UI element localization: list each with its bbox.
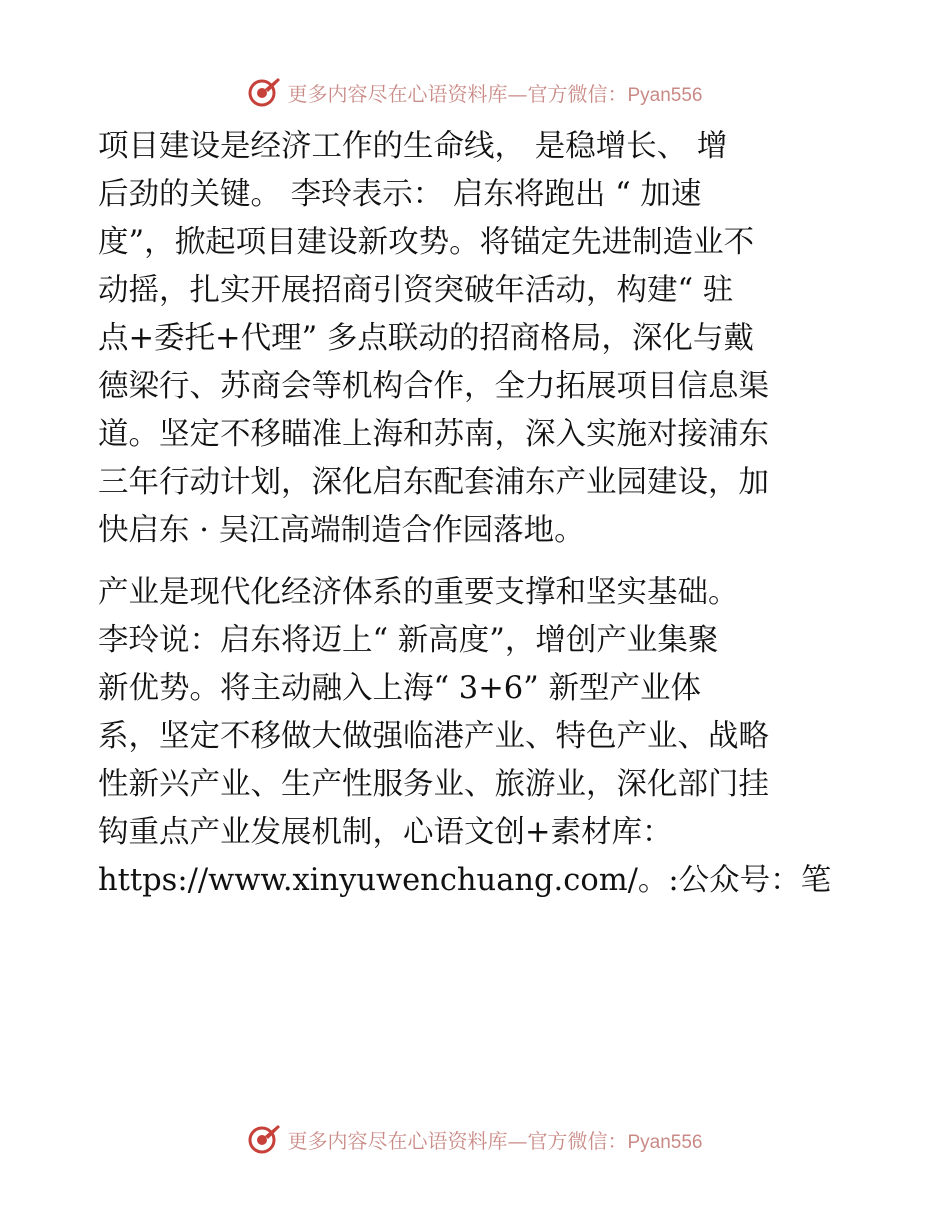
- paragraph-gap: [98, 555, 853, 569]
- text-line: 钩重点产业发展机制，心语文创+素材库：: [98, 815, 673, 850]
- text-line: 道。坚定不移瞄准上海和苏南，深入实施对接浦东: [98, 417, 769, 452]
- text-line: 点+委托+代理” 多点联动的招商格局，深化与戴: [98, 321, 754, 356]
- text-line: 三年行动计划，深化启东配套浦东产业园建设，加: [98, 465, 769, 500]
- watermark-text: 更多内容尽在心语资料库—官方微信：: [287, 1128, 628, 1153]
- text-line: 李玲说：启东将迈上“ 新高度”，增创产业集聚: [98, 623, 719, 658]
- pen-logo-icon: [247, 75, 281, 109]
- paragraph-2: [98, 569, 853, 905]
- watermark-text: 更多内容尽在心语资料库—官方微信：: [287, 81, 628, 106]
- text-line: https://www.xinyuwenchuang.com/。:公众号：笔: [98, 863, 832, 898]
- text-line: 快启东 · 吴江高端制造合作园落地。: [98, 513, 585, 548]
- header-watermark: [0, 72, 950, 112]
- footer-watermark: [0, 1119, 950, 1159]
- pen-logo-icon: [247, 1122, 281, 1156]
- watermark-wechat-id: Pyan556: [627, 1131, 703, 1153]
- text-line: 动摇，扎实开展招商引资突破年活动，构建“ 驻: [98, 273, 734, 308]
- text-line: 系，坚定不移做大做强临港产业、特色产业、战略: [98, 719, 769, 754]
- text-line: 后劲的关键。 李玲表示： 启东将跑出 “ 加速: [98, 177, 702, 212]
- text-line: 项目建设是经济工作的生命线， 是稳增长、 增: [98, 129, 728, 164]
- text-line: 产业是现代化经济体系的重要支撑和坚实基础。: [98, 575, 739, 610]
- text-line: 德梁行、苏商会等机构合作，全力拓展项目信息渠: [98, 369, 769, 404]
- text-line: 性新兴产业、生产性服务业、旅游业，深化部门挂: [98, 767, 769, 802]
- text-line: 新优势。将主动融入上海“ 3+6” 新型产业体: [98, 671, 701, 706]
- watermark-wechat-id: Pyan556: [627, 84, 703, 106]
- text-line: 度”，掀起项目建设新攻势。将锚定先进制造业不: [98, 225, 755, 260]
- paragraph-1: [98, 123, 853, 555]
- article-body: [98, 123, 853, 905]
